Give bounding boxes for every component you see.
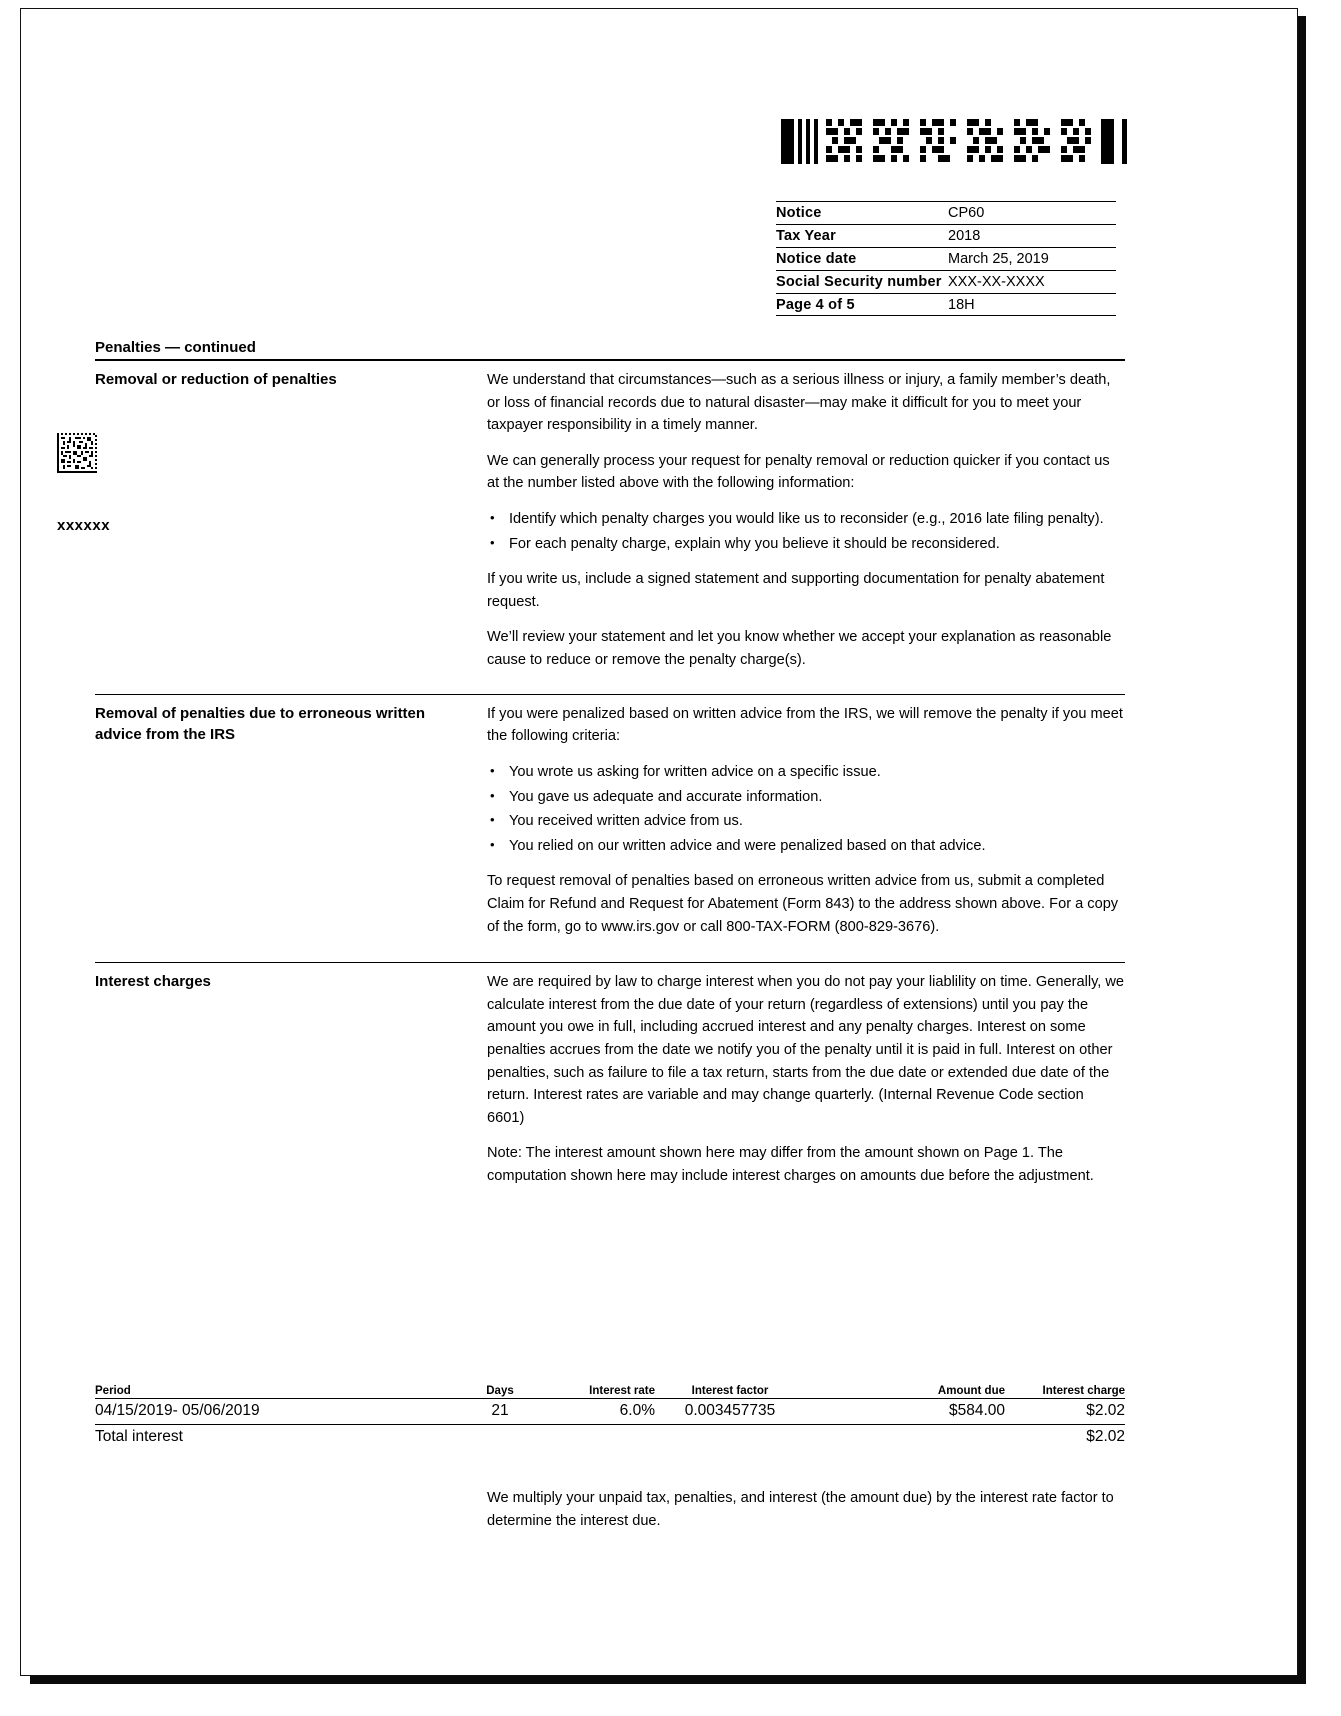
meta-label-notice-date: Notice date — [776, 251, 857, 267]
total-interest-value: $2.02 — [1086, 1428, 1125, 1445]
meta-label-ssn: Social Security number — [776, 274, 942, 290]
meta-value-notice-date: March 25, 2019 — [948, 251, 1049, 267]
meta-row-page — [776, 293, 1116, 316]
list-item: • You relied on our written advice and were penalized based on that advice. — [487, 835, 1125, 858]
section-body — [487, 703, 1125, 938]
meta-value-tax-year: 2018 — [948, 228, 981, 244]
column-header-interest-factor: Interest factor — [655, 1385, 805, 1399]
meta-row-notice-date — [776, 247, 1116, 270]
meta-label-tax-year: Tax Year — [776, 228, 836, 244]
section-body — [487, 369, 1125, 672]
cell-interest-charge: $2.02 — [1005, 1399, 1125, 1425]
list-item: • You wrote us asking for written advice on a specific issue. — [487, 761, 1125, 784]
paragraph: We are required by law to charge interest when you do not pay your liablility on time. Generally, we calculate interest from the due date of your return (regardless of extensions) until you pay the amount you owe in full, including accrued interest and any penalty charges. Interest on some penalties accrues from the date we notify you of the penalty until it is paid in full. Interest on other penalties, such as failure to file a tax return, starts from the due date or extended due date of the return. Interest rates are variable and may change quarterly. (Internal Revenue Code section 6601) — [487, 974, 1125, 1126]
bullet-list — [487, 761, 1125, 857]
meta-row-notice — [776, 201, 1116, 224]
cell-period: 04/15/2019- 05/06/2019 — [95, 1399, 455, 1425]
cell-amount-due: $584.00 — [805, 1399, 1005, 1425]
list-item: • You received written advice from us. — [487, 810, 1125, 833]
meta-value-notice: CP60 — [948, 205, 985, 221]
section-heading: Removal of penalties due to erroneous written advice from the IRS — [95, 704, 426, 743]
notice-body — [95, 339, 1125, 1188]
paragraph: If you were penalized based on written advice from the IRS, we will remove the penalty if you meet the following criteria: — [487, 705, 1123, 745]
postal-barcode — [781, 119, 1131, 164]
meta-row-tax-year — [776, 224, 1116, 247]
column-header-interest-rate: Interest rate — [545, 1385, 655, 1399]
notice-page-sheet — [20, 8, 1298, 1676]
paragraph: We’ll review your statement and let you know whether we accept your explanation as reasonable cause to reduce or remove the penalty charge(s). — [487, 629, 1112, 669]
column-header-interest-charge: Interest charge — [1005, 1385, 1125, 1399]
table-row — [95, 1399, 1125, 1425]
column-header-amount-due: Amount due — [805, 1385, 1005, 1399]
list-item: • Identify which penalty charges you would like us to reconsider (e.g., 2016 late filing penalty). — [487, 508, 1125, 531]
section-heading: Removal or reduction of penalties — [95, 371, 337, 388]
meta-label-notice: Notice — [776, 205, 822, 221]
paragraph: If you write us, include a signed statement and supporting documentation for penalty abatement request. — [487, 571, 1105, 610]
bullet-list — [487, 508, 1125, 555]
total-interest-label: Total interest — [95, 1428, 183, 1445]
column-header-days: Days — [455, 1385, 545, 1399]
datamatrix-barcode — [57, 433, 97, 473]
interest-computation-table — [95, 1385, 1125, 1450]
section-removal-erroneous-written-advice — [95, 694, 1125, 938]
cell-interest-rate: 6.0% — [545, 1399, 655, 1425]
section-body — [487, 971, 1125, 1187]
interest-footnote: We multiply your unpaid tax, penalties, and interest (the amount due) by the interest rate factor to determine the interest due. — [487, 1490, 1114, 1529]
cell-interest-factor: 0.003457735 — [655, 1399, 805, 1425]
list-item: • You gave us adequate and accurate information. — [487, 786, 1125, 809]
meta-value-page-code: 18H — [948, 296, 975, 313]
section-heading: Interest charges — [95, 973, 211, 991]
section-banner-penalties-continued: Penalties — continued — [95, 339, 1125, 360]
paragraph: Note: The interest amount shown here may differ from the amount shown on Page 1. The computation shown here may include interest charges on amounts due before the adjustment. — [487, 1145, 1094, 1185]
section-removal-or-reduction-of-penalties — [95, 360, 1125, 672]
list-item: • For each penalty charge, explain why you believe it should be reconsidered. — [487, 533, 1125, 556]
meta-label-page: Page 4 of 5 — [776, 296, 855, 313]
left-margin-code: xxxxxx — [57, 517, 111, 534]
meta-row-ssn — [776, 270, 1116, 293]
column-header-period: Period — [95, 1385, 455, 1399]
table-header-row — [95, 1385, 1125, 1399]
paragraph: To request removal of penalties based on erroneous written advice from us, submit a completed Claim for Refund and Request for Abatement (Form 843) to the address shown above. For a copy of the form, go to www.irs.gov or call 800-TAX-FORM (800-829-3676). — [487, 873, 1119, 935]
paragraph: We understand that circumstances—such as a serious illness or injury, a family member’s death, or loss of financial records due to natural disaster—may make it difficult for you to meet your taxpayer responsibility in a timely manner. — [487, 372, 1111, 434]
notice-meta-table — [776, 201, 1116, 316]
cell-days: 21 — [455, 1399, 545, 1425]
paragraph: We can generally process your request for penalty removal or reduction quicker if you contact us at the number listed above with the following information: — [487, 452, 1110, 492]
section-interest-charges — [95, 962, 1125, 1187]
meta-value-ssn: XXX-XX-XXXX — [948, 274, 1045, 290]
table-total-row — [95, 1425, 1125, 1451]
page-content — [21, 9, 1297, 1675]
